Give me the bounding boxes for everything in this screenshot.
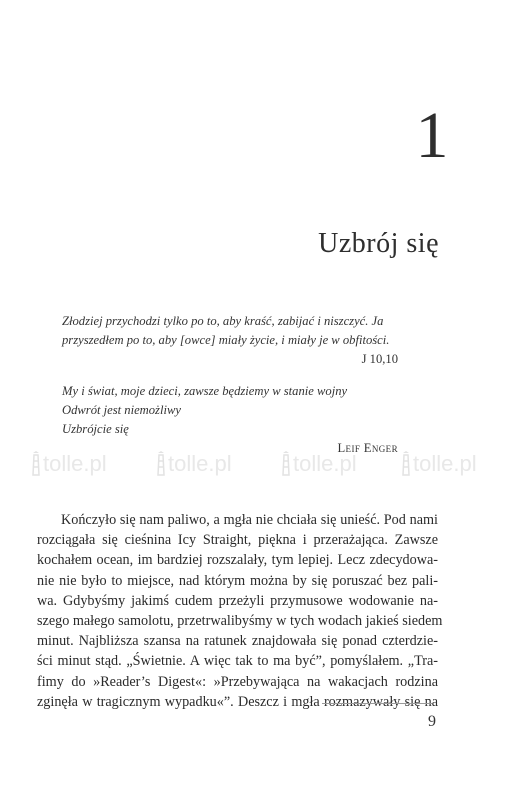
epigraph-line: My i świat, moje dzieci, zawsze będziemy w stanie wojny	[62, 384, 348, 398]
body-line: minut. Najbliższa szansa na ratunek znajdowała się ponad czterdzie-	[37, 633, 438, 650]
footer-rule	[322, 703, 432, 704]
epigraph-line: Odwrót jest niemożliwy	[62, 403, 181, 417]
page-number: 9	[428, 713, 436, 730]
body-line: szego małego samolotu, przetrwalibyśmy w tych wodach jakieś siedem	[37, 613, 443, 630]
watermark	[400, 448, 477, 480]
body-line: Kończyło się nam paliwo, a mgła nie chciała się unieść. Pod nami	[61, 512, 438, 528]
lighthouse-icon	[400, 451, 412, 477]
chapter-title: Uzbrój się	[318, 228, 439, 259]
epigraph-bible	[62, 312, 398, 369]
watermark-text: tolle.pl	[293, 451, 357, 476]
watermark	[280, 448, 357, 480]
body-line: rozciągała się cieśnina Icy Straight, piękna i przerażająca. Zawsze	[37, 532, 438, 549]
epigraph-line: Uzbrójcie się	[62, 422, 129, 436]
body-line: nie nie było to miejsce, nad którym można by się poruszać bez pali-	[37, 572, 438, 589]
epigraph-source: J 10,10	[361, 352, 398, 366]
chapter-number: 1	[415, 99, 449, 172]
watermark-text: tolle.pl	[43, 451, 107, 476]
body-line: wa. Gdybyśmy jakimś cudem przeżyli przymusowe wodowanie na-	[37, 592, 438, 609]
watermark	[155, 448, 232, 480]
watermark	[30, 448, 107, 480]
watermark-row	[30, 448, 477, 480]
epigraph-enger	[62, 382, 398, 458]
body-line: zginęła w tragicznym wypadku«”. Deszcz i mgła rozmazywały się na	[37, 693, 438, 710]
lighthouse-icon	[280, 451, 292, 477]
lighthouse-icon	[155, 451, 167, 477]
body-paragraph	[37, 510, 443, 712]
body-line: ści minut stąd. „Świetnie. A więc tak to ma być”, pomyślałem. „Tra-	[37, 653, 438, 670]
lighthouse-icon	[30, 451, 42, 477]
body-line: kochałem ocean, im bardziej rozszalały, tym lepiej. Lecz zdecydowa-	[37, 552, 438, 569]
epigraph-source: Leif Enger	[337, 441, 398, 455]
watermark-text: tolle.pl	[168, 451, 232, 476]
body-line: fimy do »Reader’s Digest«: »Przebywająca na wakacjach rodzina	[37, 673, 438, 690]
epigraph-line: Złodziej przychodzi tylko po to, aby kraść, zabijać i niszczyć. Ja	[62, 314, 384, 328]
watermark-text: tolle.pl	[413, 451, 477, 476]
epigraph-line: przyszedłem po to, aby [owce] miały życie, i miały je w obfitości.	[62, 333, 390, 347]
